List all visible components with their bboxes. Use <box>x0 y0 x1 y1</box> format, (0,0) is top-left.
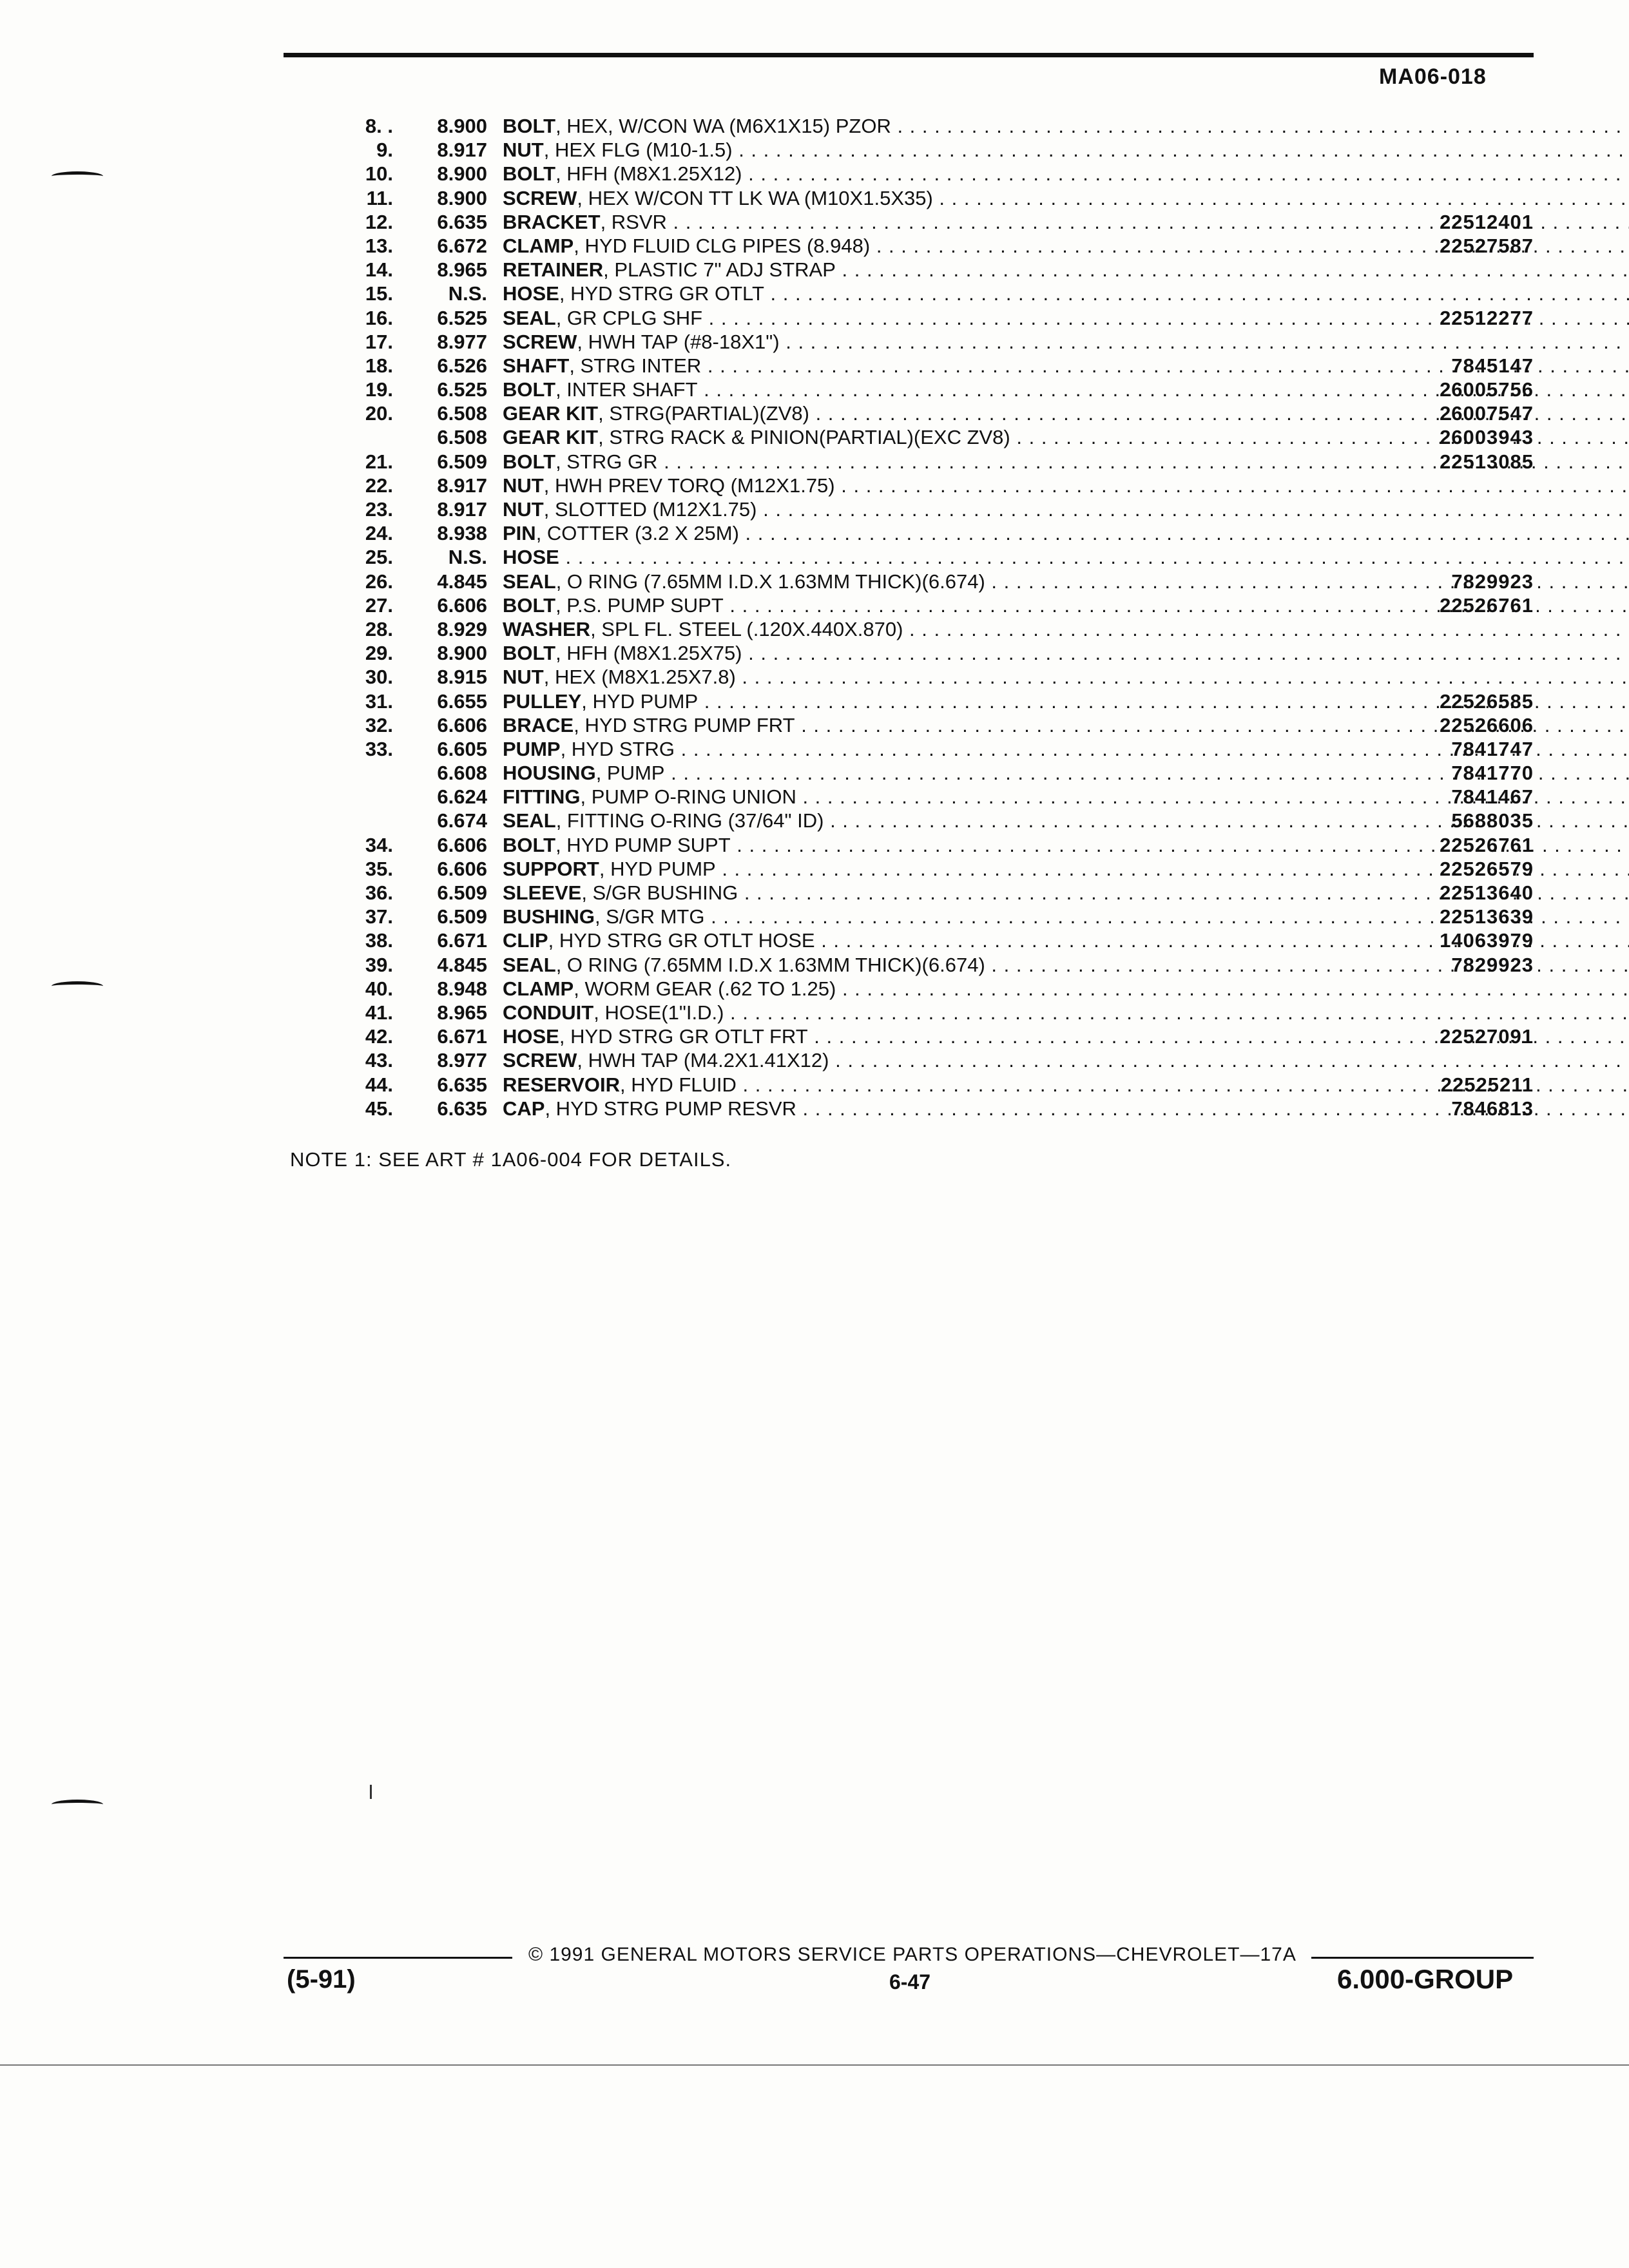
table-row <box>309 1024 1534 1048</box>
part-description <box>503 186 1629 210</box>
header-rule <box>284 53 1534 57</box>
table-row <box>309 713 1534 737</box>
part-name: RESERVOIR <box>503 1073 621 1096</box>
part-description <box>503 497 1629 521</box>
item-number: 19. <box>365 378 393 401</box>
part-detail: , HOSE(1"I.D.) <box>593 1001 724 1024</box>
table-row <box>309 737 1534 761</box>
group-number: 8.948 <box>437 977 487 1000</box>
part-detail: , HYD STRG GR OTLT FRT <box>559 1025 808 1048</box>
part-number: 7841467 <box>1451 785 1534 809</box>
part-description <box>503 114 1629 138</box>
stray-mark <box>370 1785 372 1799</box>
part-description <box>503 258 1629 282</box>
group-number: 8.900 <box>437 186 487 209</box>
part-description <box>503 977 1629 1001</box>
table-row <box>309 1001 1534 1024</box>
table-row <box>309 330 1534 354</box>
revision-date: (5-91) <box>287 1965 356 1994</box>
part-detail: , HFH (M8X1.25X75) <box>555 642 742 665</box>
part-name: NUT <box>503 498 544 521</box>
part-name: SCREW <box>503 1049 577 1072</box>
part-detail: , HEX FLG (M10-1.5) <box>543 139 733 162</box>
part-detail: , HEX (M8X1.25X7.8) <box>543 666 736 689</box>
group-number: 8.938 <box>437 522 487 545</box>
group-number: 6.509 <box>437 881 487 904</box>
group-number: 4.845 <box>437 570 487 593</box>
group-number: 6.508 <box>437 402 487 425</box>
part-detail: , STRG RACK & PINION(PARTIAL)(EXC ZV8) <box>598 426 1010 449</box>
part-name: BOLT <box>503 593 556 617</box>
group-number: 6.525 <box>437 306 487 329</box>
group-number: 8.917 <box>437 139 487 162</box>
part-detail: , PUMP O-RING UNION <box>580 785 796 809</box>
table-row <box>309 977 1534 1001</box>
table-row <box>309 953 1534 977</box>
table-row <box>309 162 1534 186</box>
item-number: 13. <box>365 234 393 257</box>
part-detail: , STRG(PARTIAL)(ZV8) <box>598 402 809 425</box>
part-detail: , P.S. PUMP SUPT <box>555 593 724 617</box>
group-number: 8.977 <box>437 330 487 353</box>
footer-rule-right <box>1311 1957 1534 1959</box>
group-number: 8.917 <box>437 474 487 497</box>
part-detail: , HEX W/CON TT LK WA (M10X1.5X35) <box>577 186 933 209</box>
part-name: WASHER <box>503 617 591 640</box>
part-name: SUPPORT <box>503 857 599 880</box>
part-number: 14063979 <box>1440 929 1534 952</box>
group-number: 6.671 <box>437 929 487 952</box>
part-detail: , FITTING O-RING (37/64" ID) <box>555 809 824 832</box>
table-row <box>309 593 1534 617</box>
item-number: 44. <box>365 1073 393 1096</box>
part-name: SEAL <box>503 953 556 976</box>
item-number: 16. <box>365 306 393 329</box>
item-number: 34. <box>365 833 393 856</box>
part-number: 22512401 <box>1440 210 1534 233</box>
group-number: 6.606 <box>437 713 487 736</box>
part-number: 22527091 <box>1440 1025 1534 1048</box>
part-name: SHAFT <box>503 354 570 377</box>
table-row <box>309 545 1534 569</box>
copyright: © 1991 GENERAL MOTORS SERVICE PARTS OPERATIONS—CHEVROLET—17A <box>528 1944 1296 1965</box>
item-number: 8. . <box>365 115 393 137</box>
part-number: 22512277 <box>1440 306 1534 329</box>
group-number: 6.605 <box>437 737 487 760</box>
part-name: GEAR KIT <box>503 426 599 449</box>
table-row <box>309 114 1534 138</box>
table-row <box>309 1097 1534 1120</box>
table-row <box>309 186 1534 210</box>
part-detail: , INTER SHAFT <box>555 378 698 401</box>
group-number: 6.508 <box>437 426 487 449</box>
table-row <box>309 378 1534 401</box>
part-name: BOLT <box>503 378 556 401</box>
item-number: 42. <box>365 1025 393 1048</box>
part-name: HOSE <box>503 1025 559 1048</box>
part-detail: , HYD STRG <box>560 737 675 760</box>
part-detail: , HYD FLUID CLG PIPES (8.948) <box>574 234 871 257</box>
part-number: 22526761 <box>1440 833 1534 856</box>
page-number: 6-47 <box>889 1970 931 1994</box>
part-detail: , STRG GR <box>555 450 658 473</box>
part-detail: , HYD PUMP <box>581 689 699 713</box>
table-row <box>309 809 1534 832</box>
item-number: 23. <box>365 498 393 521</box>
part-detail: , COTTER (3.2 X 25M) <box>535 522 739 545</box>
table-row <box>309 306 1534 330</box>
part-name: BOLT <box>503 642 556 665</box>
binder-mark <box>52 1800 103 1809</box>
item-number: 30. <box>365 666 393 689</box>
part-number: 22526579 <box>1440 857 1534 880</box>
part-detail: , HWH TAP (M4.2X1.41X12) <box>577 1049 829 1072</box>
item-number: 24. <box>365 522 393 545</box>
part-name: SEAL <box>503 809 556 832</box>
part-number: 7841770 <box>1451 762 1534 785</box>
part-detail: , HYD STRG GR OTLT HOSE <box>548 929 815 952</box>
item-number: 12. <box>365 210 393 233</box>
part-detail: , S/GR MTG <box>594 905 705 928</box>
part-name: HOUSING <box>503 762 596 785</box>
part-description <box>503 162 1629 186</box>
note: NOTE 1: SEE ART # 1A06-004 FOR DETAILS. <box>290 1148 732 1171</box>
item-number: 35. <box>365 857 393 880</box>
item-number: 22. <box>365 474 393 497</box>
part-name: CAP <box>503 1097 545 1120</box>
item-number: 26. <box>365 570 393 593</box>
table-row <box>309 354 1534 378</box>
parts-list <box>309 114 1534 1120</box>
part-name: BRACE <box>503 713 574 736</box>
part-detail: , GR CPLG SHF <box>555 306 703 329</box>
group-number: 6.671 <box>437 1025 487 1048</box>
group-number: 6.509 <box>437 450 487 473</box>
group-number: 6.606 <box>437 833 487 856</box>
part-name: RETAINER <box>503 258 604 282</box>
part-number: 26007547 <box>1440 402 1534 425</box>
table-row <box>309 474 1534 497</box>
part-number: 22526761 <box>1440 593 1534 617</box>
item-number: 21. <box>365 450 393 473</box>
group-number: 6.635 <box>437 1097 487 1120</box>
item-number: 32. <box>365 713 393 736</box>
part-name: PIN <box>503 522 536 545</box>
item-number: 33. <box>365 737 393 760</box>
group-number: 8.917 <box>437 498 487 521</box>
item-number: 41. <box>365 1001 393 1024</box>
table-row <box>309 761 1534 785</box>
item-number: 40. <box>365 977 393 1000</box>
item-number: 25. <box>365 546 393 569</box>
part-number: 22513639 <box>1440 905 1534 928</box>
group-label: 6.000-GROUP <box>1337 1964 1514 1994</box>
table-row <box>309 905 1534 928</box>
part-name: SLEEVE <box>503 881 582 904</box>
part-detail: , HYD PUMP <box>599 857 716 880</box>
part-name: BOLT <box>503 833 556 856</box>
part-detail: , SLOTTED (M12X1.75) <box>543 498 757 521</box>
part-name: NUT <box>503 139 544 162</box>
item-number: 36. <box>365 881 393 904</box>
table-row <box>309 641 1534 665</box>
part-name: HOSE <box>503 282 559 305</box>
part-detail: , HFH (M8X1.25X12) <box>555 162 742 186</box>
part-description <box>503 617 1629 641</box>
part-detail: , HWH PREV TORQ (M12X1.75) <box>543 474 835 497</box>
table-row <box>309 521 1534 545</box>
group-number: 8.965 <box>437 258 487 282</box>
part-number: 22525211 <box>1440 1073 1534 1096</box>
item-number: 11. <box>366 186 393 209</box>
item-number: 37. <box>365 905 393 928</box>
bottom-rule <box>0 2064 1629 2066</box>
binder-mark <box>52 171 103 181</box>
table-row <box>309 857 1534 881</box>
part-name: BUSHING <box>503 905 595 928</box>
part-detail: , SPL FL. STEEL (.120X.440X.870) <box>590 617 903 640</box>
part-name: GEAR KIT <box>503 402 599 425</box>
part-description <box>503 641 1629 665</box>
binder-mark <box>52 981 103 991</box>
part-number: 22513085 <box>1440 450 1534 473</box>
item-number: 18. <box>365 354 393 377</box>
part-detail: , HYD STRG PUMP FRT <box>574 713 795 736</box>
group-number: 8.900 <box>437 162 487 186</box>
item-number: 14. <box>365 258 393 282</box>
group-number: 8.977 <box>437 1049 487 1072</box>
group-number: 6.525 <box>437 378 487 401</box>
table-row <box>309 450 1534 474</box>
part-name: NUT <box>503 474 544 497</box>
table-row <box>309 785 1534 809</box>
group-number: 8.900 <box>437 115 487 137</box>
group-number: 6.509 <box>437 905 487 928</box>
item-number: 45. <box>365 1097 393 1120</box>
group-number: 8.929 <box>437 617 487 640</box>
part-detail: , HYD FLUID <box>620 1073 737 1096</box>
part-detail: , HYD STRG PUMP RESVR <box>545 1097 796 1120</box>
group-number: 6.608 <box>437 762 487 785</box>
part-name: BRACKET <box>503 210 601 233</box>
part-description <box>503 545 1629 569</box>
item-number: 20. <box>365 402 393 425</box>
part-number: 22527587 <box>1440 234 1534 257</box>
part-detail: , STRG INTER <box>569 354 702 377</box>
part-description <box>503 282 1629 305</box>
group-number: 6.624 <box>437 785 487 809</box>
table-row <box>309 258 1534 282</box>
part-number: 7829923 <box>1451 570 1534 593</box>
part-detail: , PLASTIC 7" ADJ STRAP <box>603 258 836 282</box>
part-number: 5688035 <box>1451 809 1534 832</box>
part-number: 22513640 <box>1440 881 1534 904</box>
part-description <box>503 330 1629 354</box>
part-number: 7829923 <box>1451 953 1534 976</box>
part-description <box>503 474 1629 497</box>
item-number: 29. <box>365 642 393 665</box>
table-row <box>309 881 1534 905</box>
item-number: 17. <box>365 330 393 353</box>
table-row <box>309 282 1534 305</box>
part-number: 7845147 <box>1451 354 1534 377</box>
group-number: 4.845 <box>437 953 487 976</box>
part-number: 26005756 <box>1440 378 1534 401</box>
part-name: PUMP <box>503 737 561 760</box>
table-row <box>309 570 1534 593</box>
item-number: 38. <box>365 929 393 952</box>
part-description <box>503 1001 1629 1024</box>
part-detail: , O RING (7.65MM I.D.X 1.63MM THICK)(6.674) <box>555 570 985 593</box>
table-row <box>309 928 1534 952</box>
part-name: HOSE <box>503 546 559 569</box>
item-number: 9. <box>376 139 393 162</box>
part-name: CLAMP <box>503 234 574 257</box>
part-detail: , RSVR <box>600 210 667 233</box>
part-detail: , HWH TAP (#8-18X1") <box>577 330 780 353</box>
item-number: 10. <box>365 162 393 186</box>
part-description <box>503 138 1629 162</box>
group-number: 6.526 <box>437 354 487 377</box>
part-name: CONDUIT <box>503 1001 594 1024</box>
part-number: 26003943 <box>1440 426 1534 449</box>
table-row <box>309 425 1534 449</box>
table-row <box>309 617 1534 641</box>
group-number: 8.965 <box>437 1001 487 1024</box>
page-code: MA06-018 <box>1379 64 1487 89</box>
group-number: N.S. <box>448 282 487 305</box>
table-row <box>309 210 1534 234</box>
part-name: CLAMP <box>503 977 574 1000</box>
part-name: BOLT <box>503 162 556 186</box>
part-detail: , HYD STRG GR OTLT <box>559 282 764 305</box>
part-detail: , S/GR BUSHING <box>581 881 738 904</box>
part-name: BOLT <box>503 450 556 473</box>
part-detail: , HYD PUMP SUPT <box>555 833 731 856</box>
item-number: 28. <box>365 617 393 640</box>
part-number: 7841747 <box>1451 737 1534 760</box>
part-number: 7846813 <box>1451 1097 1534 1120</box>
part-name: BOLT <box>503 115 556 137</box>
part-name: FITTING <box>503 785 581 809</box>
footer-rule-left <box>284 1957 512 1959</box>
part-detail: , WORM GEAR (.62 TO 1.25) <box>574 977 836 1000</box>
table-row <box>309 1048 1534 1072</box>
group-number: 6.672 <box>437 234 487 257</box>
table-row <box>309 833 1534 857</box>
part-description <box>503 665 1629 689</box>
table-row <box>309 689 1534 713</box>
table-row <box>309 401 1534 425</box>
part-number: 22526585 <box>1440 689 1534 713</box>
part-number: 22526606 <box>1440 713 1534 736</box>
group-number: 6.635 <box>437 1073 487 1096</box>
part-name: SEAL <box>503 570 556 593</box>
part-detail: , O RING (7.65MM I.D.X 1.63MM THICK)(6.674) <box>555 953 985 976</box>
group-number: 6.606 <box>437 857 487 880</box>
part-name: SCREW <box>503 186 577 209</box>
group-number: 8.915 <box>437 666 487 689</box>
part-name: NUT <box>503 666 544 689</box>
group-number: 6.606 <box>437 593 487 617</box>
item-number: 39. <box>365 953 393 976</box>
part-description <box>503 521 1629 545</box>
table-row <box>309 1073 1534 1097</box>
part-name: SEAL <box>503 306 556 329</box>
table-row <box>309 665 1534 689</box>
group-number: 6.655 <box>437 689 487 713</box>
group-number: 6.674 <box>437 809 487 832</box>
part-description <box>503 1048 1629 1072</box>
table-row <box>309 138 1534 162</box>
part-name: CLIP <box>503 929 548 952</box>
item-number: 43. <box>365 1049 393 1072</box>
table-row <box>309 234 1534 258</box>
item-number: 27. <box>365 593 393 617</box>
group-number: 6.635 <box>437 210 487 233</box>
part-name: PULLEY <box>503 689 582 713</box>
table-row <box>309 497 1534 521</box>
part-detail: , HEX, W/CON WA (M6X1X15) PZOR <box>555 115 891 137</box>
part-name: SCREW <box>503 330 577 353</box>
item-number: 31. <box>365 689 393 713</box>
group-number: 8.900 <box>437 642 487 665</box>
group-number: N.S. <box>448 546 487 569</box>
item-number: 15. <box>365 282 393 305</box>
part-detail: , PUMP <box>595 762 665 785</box>
